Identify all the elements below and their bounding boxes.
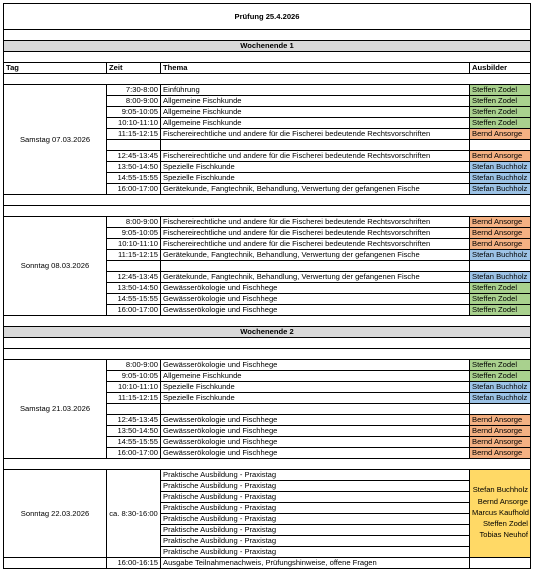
slot-topic: Praktische Ausbildung - Praxistag	[161, 547, 470, 558]
slot-topic: Einführung	[161, 85, 470, 96]
weekend-header: Wochenende 1	[4, 41, 531, 52]
slot-topic: Spezielle Fischkunde	[161, 162, 470, 173]
slot-topic: Allgemeine Fischkunde	[161, 107, 470, 118]
slot-trainer: Stefan Buchholz	[470, 184, 531, 195]
slot-time: 10:10-11:10	[107, 239, 161, 250]
slot-time: 14:55-15:55	[107, 173, 161, 184]
spacer-row	[4, 195, 531, 206]
slot-time: 14:55-15:55	[107, 437, 161, 448]
slot-topic: Allgemeine Fischkunde	[161, 96, 470, 107]
slot-trainer: Steffen Zodel	[470, 283, 531, 294]
slot-time: 8:00-9:00	[107, 217, 161, 228]
slot-time: 16:00-17:00	[107, 448, 161, 459]
slot-day-empty	[4, 558, 107, 569]
slot-topic: Allgemeine Fischkunde	[161, 118, 470, 129]
slot-trainer: Stefan Buchholz	[470, 162, 531, 173]
slot-topic	[161, 261, 470, 272]
slot-trainer	[470, 558, 531, 569]
slot-time: 8:00-9:00	[107, 360, 161, 371]
slot-topic: Praktische Ausbildung - Praxistag	[161, 470, 470, 481]
spacer-row	[4, 459, 531, 470]
slot-topic: Spezielle Fischkunde	[161, 382, 470, 393]
trainer-name: Steffen Zodel	[482, 519, 528, 529]
slot-trainer: Steffen Zodel	[470, 371, 531, 382]
day-label: Sonntag 22.03.2026	[4, 470, 107, 558]
slot-trainer: Steffen Zodel	[470, 294, 531, 305]
slot-time: 7:30-8:00	[107, 85, 161, 96]
column-header-zeit: Zeit	[107, 63, 161, 74]
slot-time: 16:00-17:00	[107, 184, 161, 195]
slot-topic: Praktische Ausbildung - Praxistag	[161, 525, 470, 536]
slot-topic: Gewässerökologie und Fischhege	[161, 426, 470, 437]
slot-topic: Praktische Ausbildung - Praxistag	[161, 514, 470, 525]
day-label: Samstag 07.03.2026	[4, 85, 107, 195]
slot-topic: Gewässerökologie und Fischhege	[161, 360, 470, 371]
slot-topic: Gewässerökologie und Fischhege	[161, 294, 470, 305]
slot-topic: Fischereirechtliche und andere für die Fischerei bedeutende Rechtsvorschriften	[161, 151, 470, 162]
slot-trainer: Bernd Ansorge	[470, 415, 531, 426]
spacer-row	[4, 30, 531, 41]
slot-topic: Gewässerökologie und Fischhege	[161, 283, 470, 294]
schedule-table	[3, 3, 531, 569]
slot-time: 8:00-9:00	[107, 96, 161, 107]
trainer-name: Bernd Ansorge	[477, 496, 528, 506]
trainer-name: Marcus Kaufhold	[472, 507, 529, 517]
slot-time: 14:55-15:55	[107, 294, 161, 305]
slot-topic: Ausgabe Teilnahmenachweis, Prüfungshinweise, offene Fragen	[161, 558, 470, 569]
column-header-thema: Thema	[161, 63, 470, 74]
slot-time: 12:45-13:45	[107, 151, 161, 162]
slot-topic	[161, 404, 470, 415]
slot-time	[107, 404, 161, 415]
slot-time: 16:00-16:15	[107, 558, 161, 569]
slot-time: 11:15-12:15	[107, 250, 161, 261]
slot-topic: Praktische Ausbildung - Praxistag	[161, 536, 470, 547]
slot-topic: Spezielle Fischkunde	[161, 393, 470, 404]
slot-trainer	[470, 140, 531, 151]
slot-topic: Allgemeine Fischkunde	[161, 371, 470, 382]
spacer-row	[4, 74, 531, 85]
slot-time: 11:15-12:15	[107, 393, 161, 404]
column-header-tag: Tag	[4, 63, 107, 74]
slot-time: 10:10-11:10	[107, 382, 161, 393]
slot-trainer: Stefan Buchholz	[470, 393, 531, 404]
slot-trainer	[470, 261, 531, 272]
slot-topic: Fischereirechtliche und andere für die Fischerei bedeutende Rechtsvorschriften	[161, 239, 470, 250]
slot-trainer: Bernd Ansorge	[470, 239, 531, 250]
slot-topic: Gerätekunde, Fangtechnik, Behandlung, Verwertung der gefangenen Fische	[161, 250, 470, 261]
slot-trainer: Stefan Buchholz	[470, 173, 531, 184]
slot-time: 13:50-14:50	[107, 426, 161, 437]
slot-topic: Fischereirechtliche und andere für die Fischerei bedeutende Rechtsvorschriften	[161, 129, 470, 140]
spacer-row	[4, 349, 531, 360]
slot-trainer: Steffen Zodel	[470, 96, 531, 107]
slot-trainer: Bernd Ansorge	[470, 437, 531, 448]
slot-time: 12:45-13:45	[107, 272, 161, 283]
slot-time: ca. 8:30-16:00	[107, 470, 161, 558]
slot-trainer: Steffen Zodel	[470, 118, 531, 129]
slot-time: 9:05-10:05	[107, 371, 161, 382]
slot-trainer: Bernd Ansorge	[470, 217, 531, 228]
slot-time: 9:05-10:05	[107, 107, 161, 118]
slot-time: 9:05-10:05	[107, 228, 161, 239]
slot-trainer: Bernd Ansorge	[470, 151, 531, 162]
spacer-row	[4, 206, 531, 217]
slot-time	[107, 261, 161, 272]
slot-topic: Gewässerökologie und Fischhege	[161, 448, 470, 459]
spacer-row	[4, 52, 531, 63]
trainer-name: Tobias Neuhof	[479, 530, 528, 540]
slot-time: 16:00-17:00	[107, 305, 161, 316]
slot-time: 12:45-13:45	[107, 415, 161, 426]
trainer-group	[470, 470, 531, 558]
slot-topic	[161, 140, 470, 151]
slot-topic: Fischereirechtliche und andere für die Fischerei bedeutende Rechtsvorschriften	[161, 217, 470, 228]
slot-topic: Praktische Ausbildung - Praxistag	[161, 503, 470, 514]
slot-topic: Gewässerökologie und Fischhege	[161, 305, 470, 316]
slot-trainer: Bernd Ansorge	[470, 228, 531, 239]
slot-topic: Praktische Ausbildung - Praxistag	[161, 492, 470, 503]
slot-time: 13:50-14:50	[107, 283, 161, 294]
slot-time	[107, 140, 161, 151]
slot-trainer	[470, 404, 531, 415]
slot-trainer: Steffen Zodel	[470, 360, 531, 371]
slot-topic: Gerätekunde, Fangtechnik, Behandlung, Verwertung der gefangenen Fische	[161, 184, 470, 195]
slot-trainer: Steffen Zodel	[470, 85, 531, 96]
slot-topic: Gewässerökologie und Fischhege	[161, 415, 470, 426]
slot-trainer: Stefan Buchholz	[470, 250, 531, 261]
column-header-ausbilder: Ausbilder	[470, 63, 531, 74]
page-title: Prüfung 25.4.2026	[4, 4, 531, 30]
slot-topic: Gerätekunde, Fangtechnik, Behandlung, Verwertung der gefangenen Fische	[161, 272, 470, 283]
weekend-header: Wochenende 2	[4, 327, 531, 338]
trainer-name: Stefan Buchholz	[472, 485, 528, 495]
slot-topic: Gewässerökologie und Fischhege	[161, 437, 470, 448]
slot-trainer: Bernd Ansorge	[470, 129, 531, 140]
spacer-row	[4, 316, 531, 327]
slot-time: 10:10-11:10	[107, 118, 161, 129]
slot-trainer: Bernd Ansorge	[470, 448, 531, 459]
slot-trainer: Steffen Zodel	[470, 107, 531, 118]
day-label: Sonntag 08.03.2026	[4, 217, 107, 316]
slot-topic: Praktische Ausbildung - Praxistag	[161, 481, 470, 492]
slot-time: 11:15-12:15	[107, 129, 161, 140]
spacer-row	[4, 338, 531, 349]
slot-trainer: Bernd Ansorge	[470, 426, 531, 437]
slot-topic: Fischereirechtliche und andere für die Fischerei bedeutende Rechtsvorschriften	[161, 228, 470, 239]
slot-trainer: Stefan Buchholz	[470, 272, 531, 283]
slot-trainer: Steffen Zodel	[470, 305, 531, 316]
slot-trainer: Stefan Buchholz	[470, 382, 531, 393]
slot-topic: Spezielle Fischkunde	[161, 173, 470, 184]
slot-time: 13:50-14:50	[107, 162, 161, 173]
day-label: Samstag 21.03.2026	[4, 360, 107, 459]
